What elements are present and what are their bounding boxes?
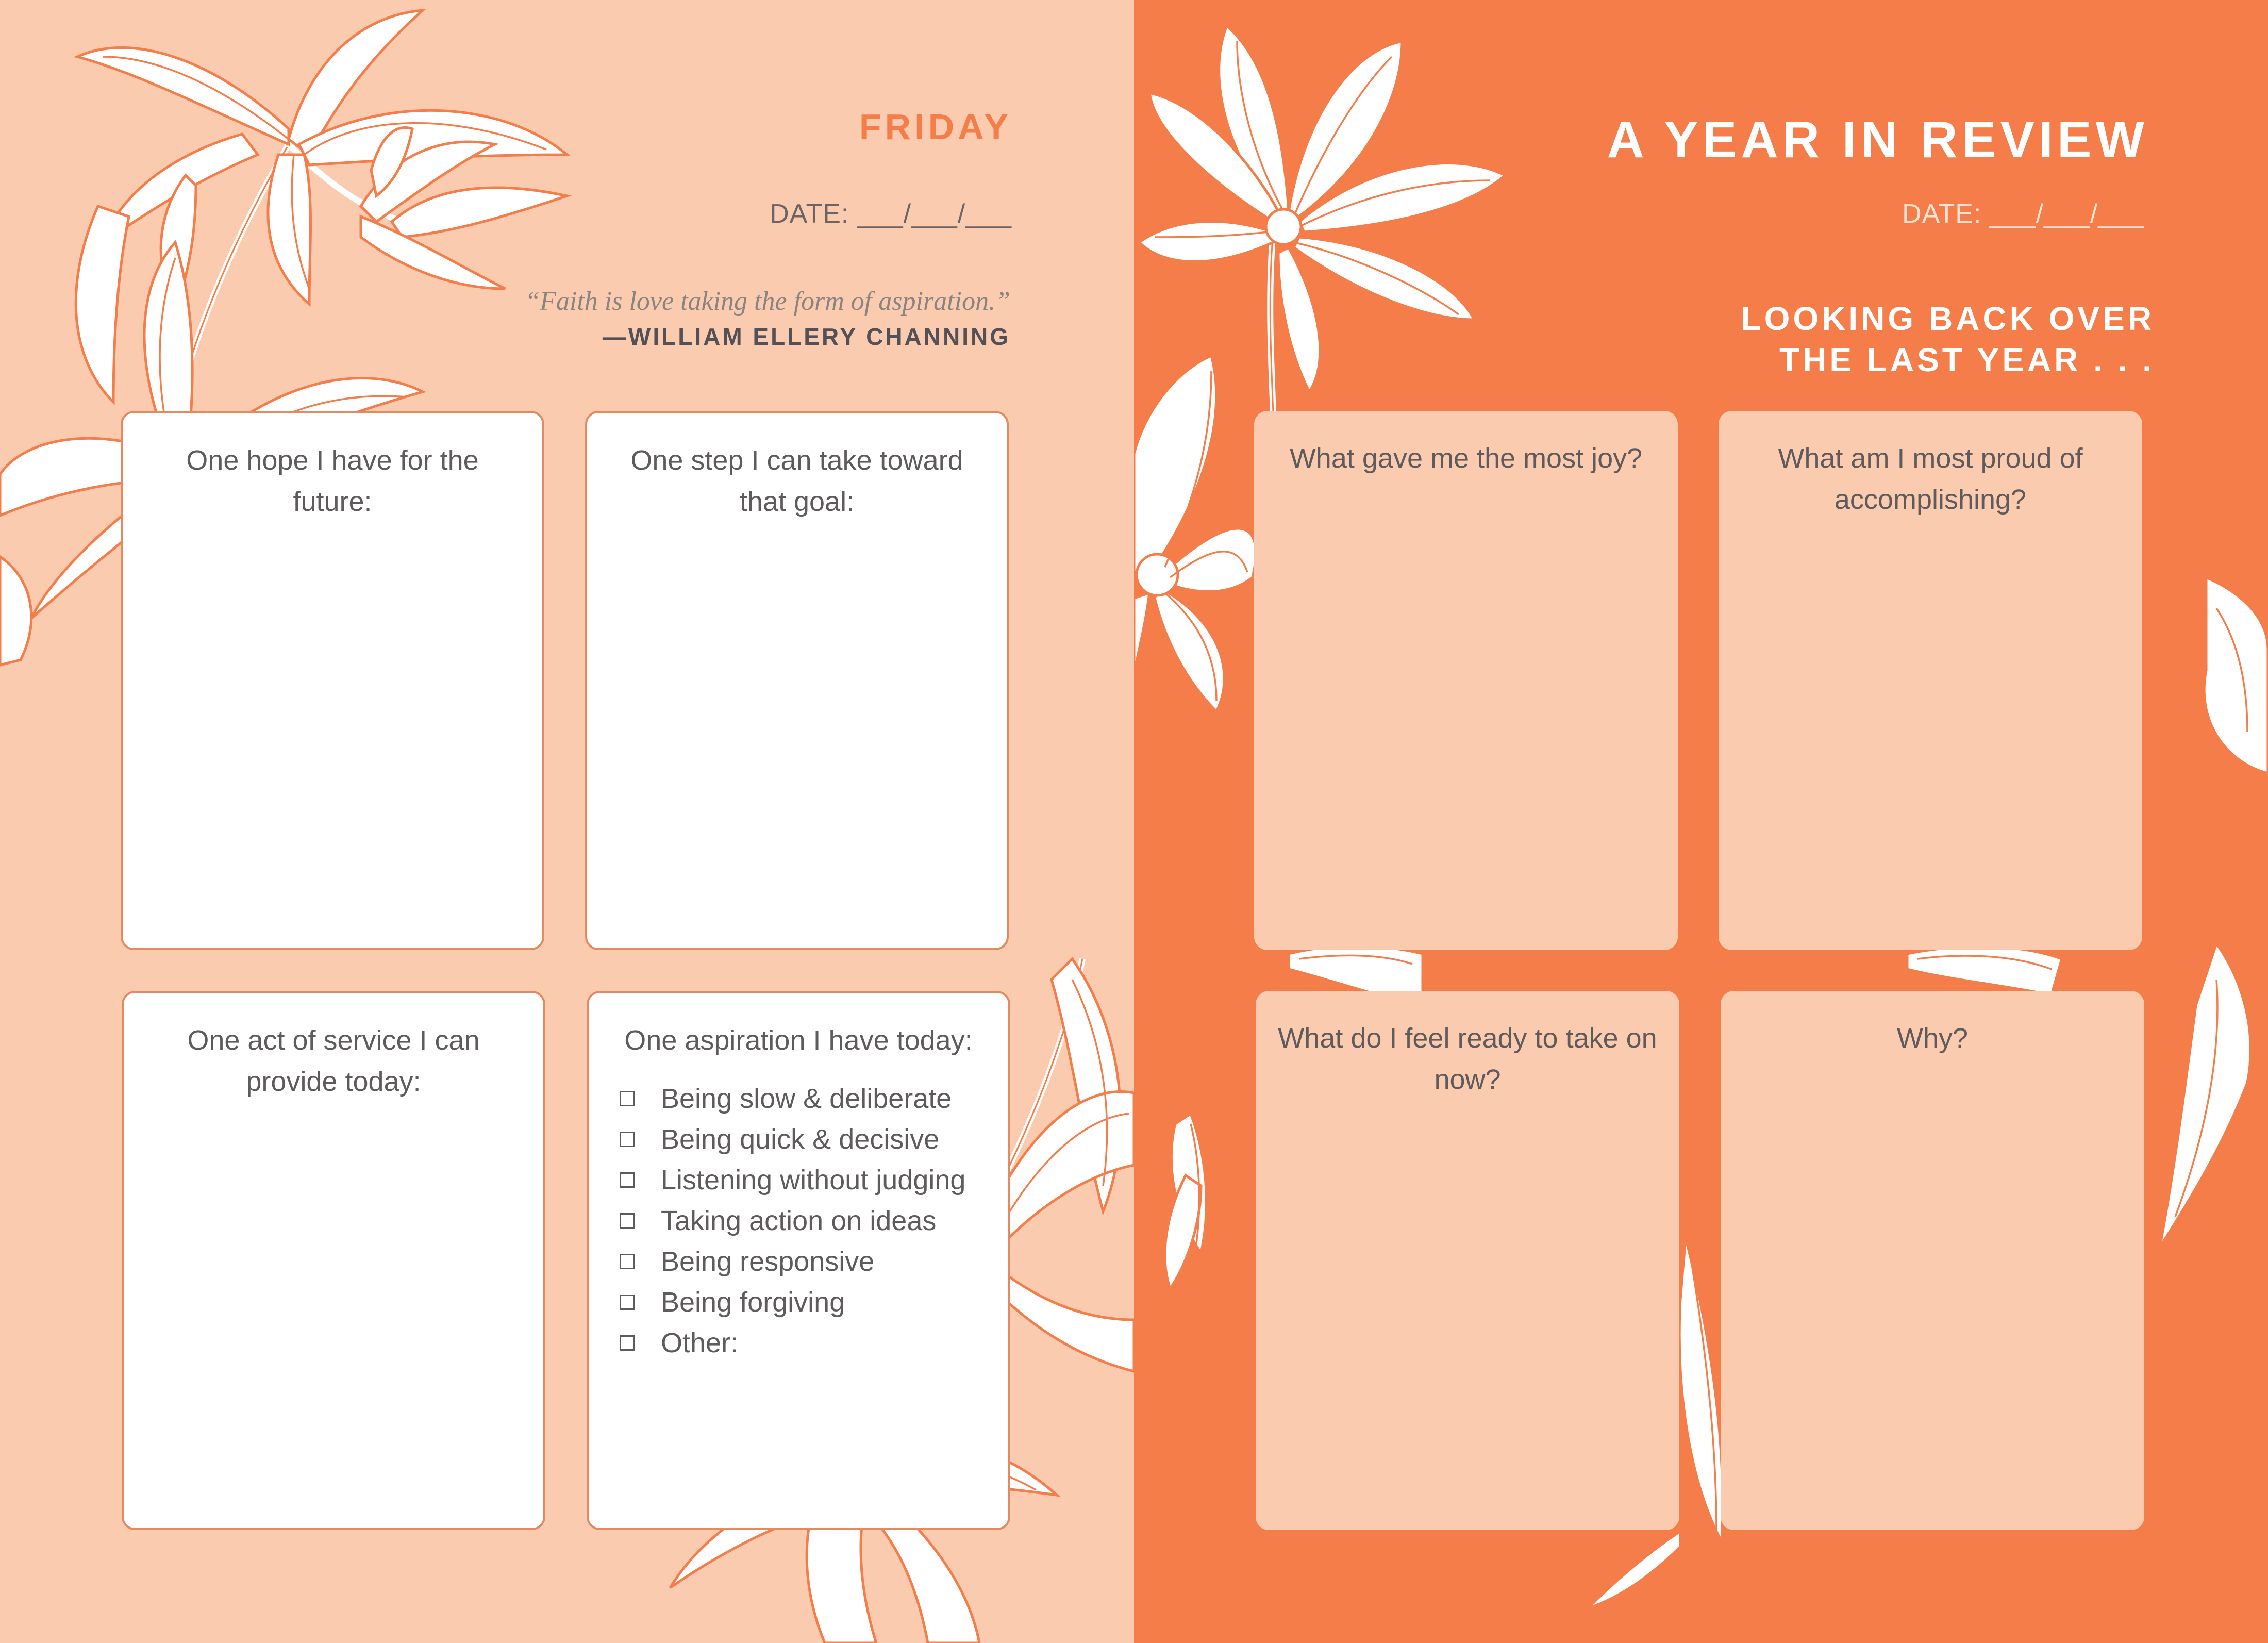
checkbox-icon[interactable] [620,1335,635,1351]
top-cosmos-icon [1139,26,1505,412]
most-joy-box[interactable] [1254,411,1678,950]
service-act-box[interactable] [122,991,545,1530]
checklist-item[interactable] [620,1241,993,1282]
checkbox-icon[interactable] [620,1254,635,1269]
why-box[interactable] [1721,991,2144,1530]
checklist-item[interactable] [620,1119,993,1159]
box-prompt: One hope I have for the future: [186,445,479,517]
quote-block [525,286,1010,351]
right-page [1134,0,2268,1643]
right-cosmos-icon [2160,577,2268,1248]
review-heading: A YEAR IN REVIEW [1607,111,2148,169]
box-prompt: What do I feel ready to take on now? [1278,1023,1657,1095]
checklist-item[interactable] [620,1200,993,1241]
box-prompt: One step I can take toward that goal: [630,445,963,517]
checklist-label: Taking action on ideas [661,1205,937,1236]
checklist-label: Listening without judging [661,1164,966,1196]
checkbox-icon[interactable] [620,1213,635,1229]
box-prompt: What gave me the most joy? [1289,443,1643,474]
checkbox-icon[interactable] [620,1172,635,1188]
checklist-label: Being slow & deliberate [661,1083,952,1114]
box-prompt: Why? [1896,1023,1969,1054]
subheading-line: THE LAST YEAR . . . [1779,341,2155,378]
checklist-label: Other: [661,1327,739,1358]
side-cosmos-icon [1134,356,1256,711]
box-prompt: One aspiration I have today: [624,1025,973,1056]
aspiration-checklist [620,1078,993,1363]
future-hope-box[interactable] [121,411,544,950]
aspiration-box[interactable] [587,991,1010,1530]
date-field[interactable]: DATE: ___/___/___ [770,199,1012,229]
checklist-item[interactable] [620,1282,993,1322]
box-prompt: What am I most proud of accomplishing? [1778,443,2083,515]
box-prompt: One act of service I can provide today: [187,1025,480,1097]
checkbox-icon[interactable] [620,1295,635,1310]
checklist-label: Being responsive [661,1246,875,1277]
goal-step-box[interactable] [585,411,1009,950]
proud-accomplishing-box[interactable] [1719,411,2142,950]
date-field[interactable]: DATE: ___/___/___ [1902,199,2144,229]
checklist-label: Being forgiving [661,1286,845,1318]
review-subheading [1741,298,2155,380]
day-heading: FRIDAY [859,107,1012,147]
subheading-line: LOOKING BACK OVER [1741,300,2155,337]
checklist-item[interactable] [620,1159,993,1200]
ready-to-take-on-box[interactable] [1256,991,1679,1530]
checklist-item[interactable] [620,1322,993,1363]
checklist-item[interactable] [620,1078,993,1119]
checkbox-icon[interactable] [620,1091,635,1106]
quote-text: “Faith is love taking the form of aspiration.” [525,287,1010,316]
checkbox-icon[interactable] [620,1132,635,1147]
quote-author: —WILLIAM ELLERY CHANNING [602,323,1010,350]
checklist-label: Being quick & decisive [661,1123,940,1155]
